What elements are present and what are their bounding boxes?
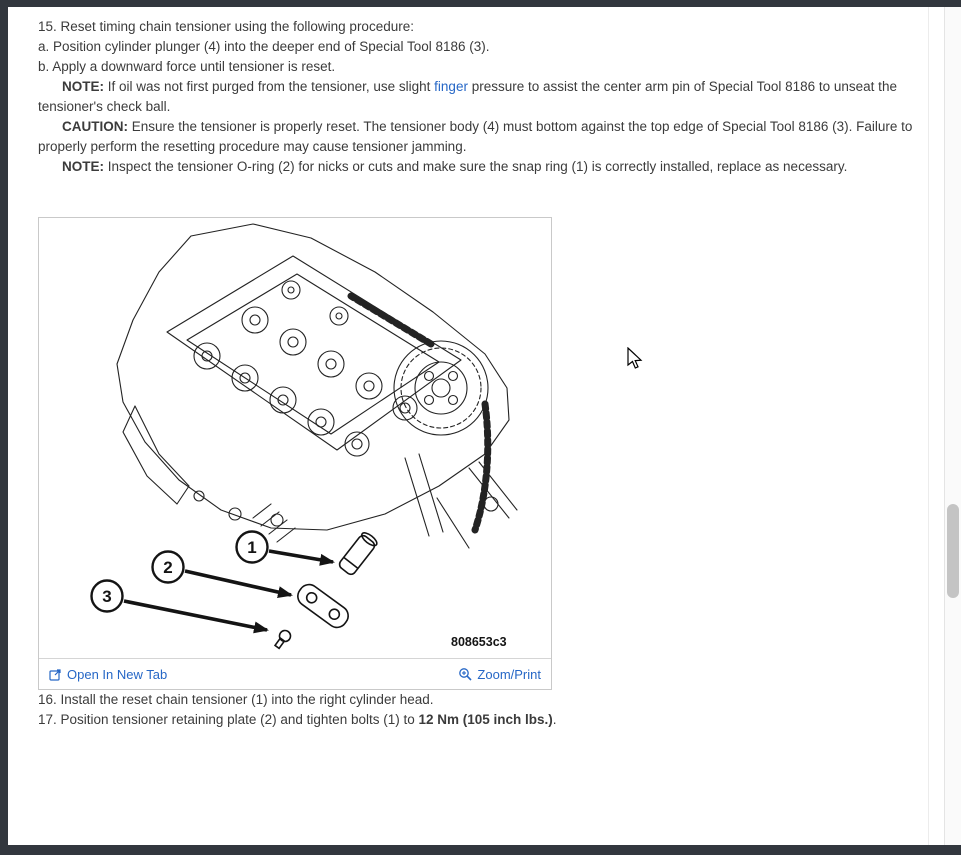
callout-2: 2 xyxy=(163,558,173,577)
callouts xyxy=(92,532,268,612)
figure-toolbar xyxy=(39,658,551,689)
mouse-cursor xyxy=(627,347,647,371)
note2-text: Inspect the tensioner O-ring (2) for nicks or cuts and make sure the snap ring (1) is correctly installed, replace as necessary. xyxy=(104,159,848,174)
note1-label: NOTE: xyxy=(62,79,104,94)
open-in-new-tab-link[interactable] xyxy=(49,667,167,682)
step-17-text: 17. Position tensioner retaining plate (2) and tighten bolts (1) to xyxy=(38,712,419,727)
zoom-print-label: Zoom/Print xyxy=(477,666,541,682)
step-16: 16. Install the reset chain tensioner (1) into the right cylinder head. xyxy=(38,692,434,707)
tensioner-plunger xyxy=(338,531,379,577)
window-frame-bottom xyxy=(0,845,961,855)
callout-3: 3 xyxy=(102,587,112,606)
callout-1: 1 xyxy=(247,538,257,557)
zoom-icon xyxy=(458,667,472,681)
note2-label: NOTE: xyxy=(62,159,104,174)
note-oil-purge xyxy=(38,77,923,117)
window-frame-left xyxy=(0,0,8,855)
step-15a: a. Position cylinder plunger (4) into the deeper end of Special Tool 8186 (3). xyxy=(38,39,490,54)
document-content xyxy=(8,7,929,845)
zoom-print-link[interactable] xyxy=(458,667,541,682)
retaining-plate xyxy=(294,581,352,632)
step-17 xyxy=(38,710,923,730)
vertical-scrollbar-track[interactable] xyxy=(944,7,961,845)
caution-label: CAUTION: xyxy=(62,119,128,134)
figure-code: 808653c3 xyxy=(451,635,507,649)
vertical-scrollbar-thumb[interactable] xyxy=(947,504,959,598)
note1-text-before: If oil was not first purged from the tensioner, use slight xyxy=(104,79,435,94)
window-frame-top xyxy=(0,0,961,7)
step-15b: b. Apply a downward force until tensioner is reset. xyxy=(38,59,336,74)
figure-panel xyxy=(38,217,552,690)
caution-text: Ensure the tensioner is properly reset. The tensioner body (4) must bottom against the top edge of Special Tool 8186 (3). Failure to properly perform the resetting procedure may cause tensioner jamming. xyxy=(38,119,913,154)
tensioner-parts xyxy=(273,531,379,651)
open-in-new-tab-label: Open In New Tab xyxy=(67,666,168,682)
note-oring xyxy=(38,157,923,177)
finger-link[interactable]: finger xyxy=(434,79,468,94)
open-in-new-tab-icon xyxy=(49,668,62,681)
engine-body xyxy=(117,224,517,548)
step-15: 15. Reset timing chain tensioner using the following procedure: xyxy=(38,19,414,34)
step-17-torque: 12 Nm (105 inch lbs.) xyxy=(418,712,553,727)
caution-paragraph xyxy=(38,117,923,157)
bolt xyxy=(273,628,293,650)
engine-line-drawing xyxy=(39,218,551,658)
step-17-period: . xyxy=(552,712,557,727)
note1-text-after: pressure to assist the center arm pin of Special Tool 8186 to unseat the tensioner's check ball. xyxy=(38,79,897,114)
